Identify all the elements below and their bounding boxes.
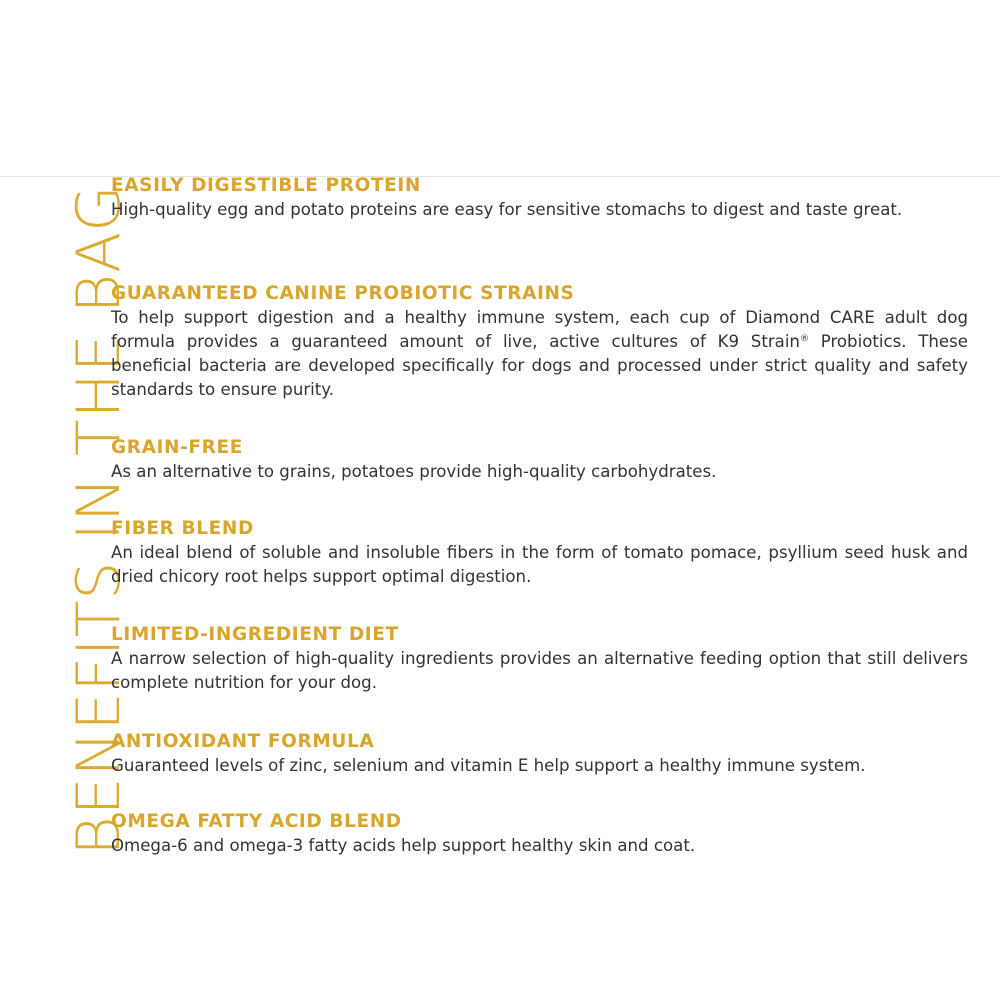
- benefit-heading: EASILY DIGESTIBLE PROTEIN: [111, 175, 421, 196]
- benefit-description-part: Probiotics. These beneficial bacteria are developed specifically for dogs and processed under strict quality and safety standards to ensure purity.: [111, 332, 968, 399]
- benefit-grain-free: [111, 436, 971, 484]
- benefit-description-part: To help support digestion and a healthy immune system, each cup of Diamond CARE adult dog formula provides a guaranteed amount of live, active cultures of K9 Strain: [111, 308, 968, 351]
- benefit-heading: GUARANTEED CANINE PROBIOTIC STRAINS: [111, 283, 575, 304]
- benefit-description: [111, 306, 968, 402]
- benefit-description: A narrow selection of high-quality ingredients provides an alternative feeding option that still delivers complete nutrition for your dog.: [111, 649, 968, 692]
- benefit-heading: FIBER BLEND: [111, 518, 254, 539]
- benefit-omega-fatty-acid-blend: [111, 810, 971, 858]
- benefit-heading: LIMITED-INGREDIENT DIET: [111, 624, 399, 645]
- benefit-antioxidant-formula: [111, 730, 971, 778]
- benefit-description: Omega-6 and omega-3 fatty acids help support healthy skin and coat.: [111, 836, 696, 855]
- benefit-heading: OMEGA FATTY ACID BLEND: [111, 811, 402, 832]
- benefit-description: Guaranteed levels of zinc, selenium and vitamin E help support a healthy immune system.: [111, 756, 866, 775]
- benefit-easily-digestible-protein: [111, 174, 971, 222]
- benefit-description: High-quality egg and potato proteins are easy for sensitive stomachs to digest and taste great.: [111, 200, 903, 219]
- benefit-heading: ANTIOXIDANT FORMULA: [111, 731, 375, 752]
- registered-mark: ®: [799, 334, 809, 344]
- benefit-description: As an alternative to grains, potatoes provide high-quality carbohydrates.: [111, 462, 717, 481]
- side-title: BENEFITS IN THE BAG: [64, 184, 134, 856]
- benefit-description: An ideal blend of soluble and insoluble fibers in the form of tomato pomace, psyllium seed husk and dried chicory root helps support optimal digestion.: [111, 543, 968, 586]
- benefit-probiotic-strains: [111, 282, 971, 402]
- benefit-limited-ingredient-diet: [111, 623, 971, 695]
- benefit-heading: GRAIN-FREE: [111, 437, 243, 458]
- benefit-fiber-blend: [111, 517, 971, 589]
